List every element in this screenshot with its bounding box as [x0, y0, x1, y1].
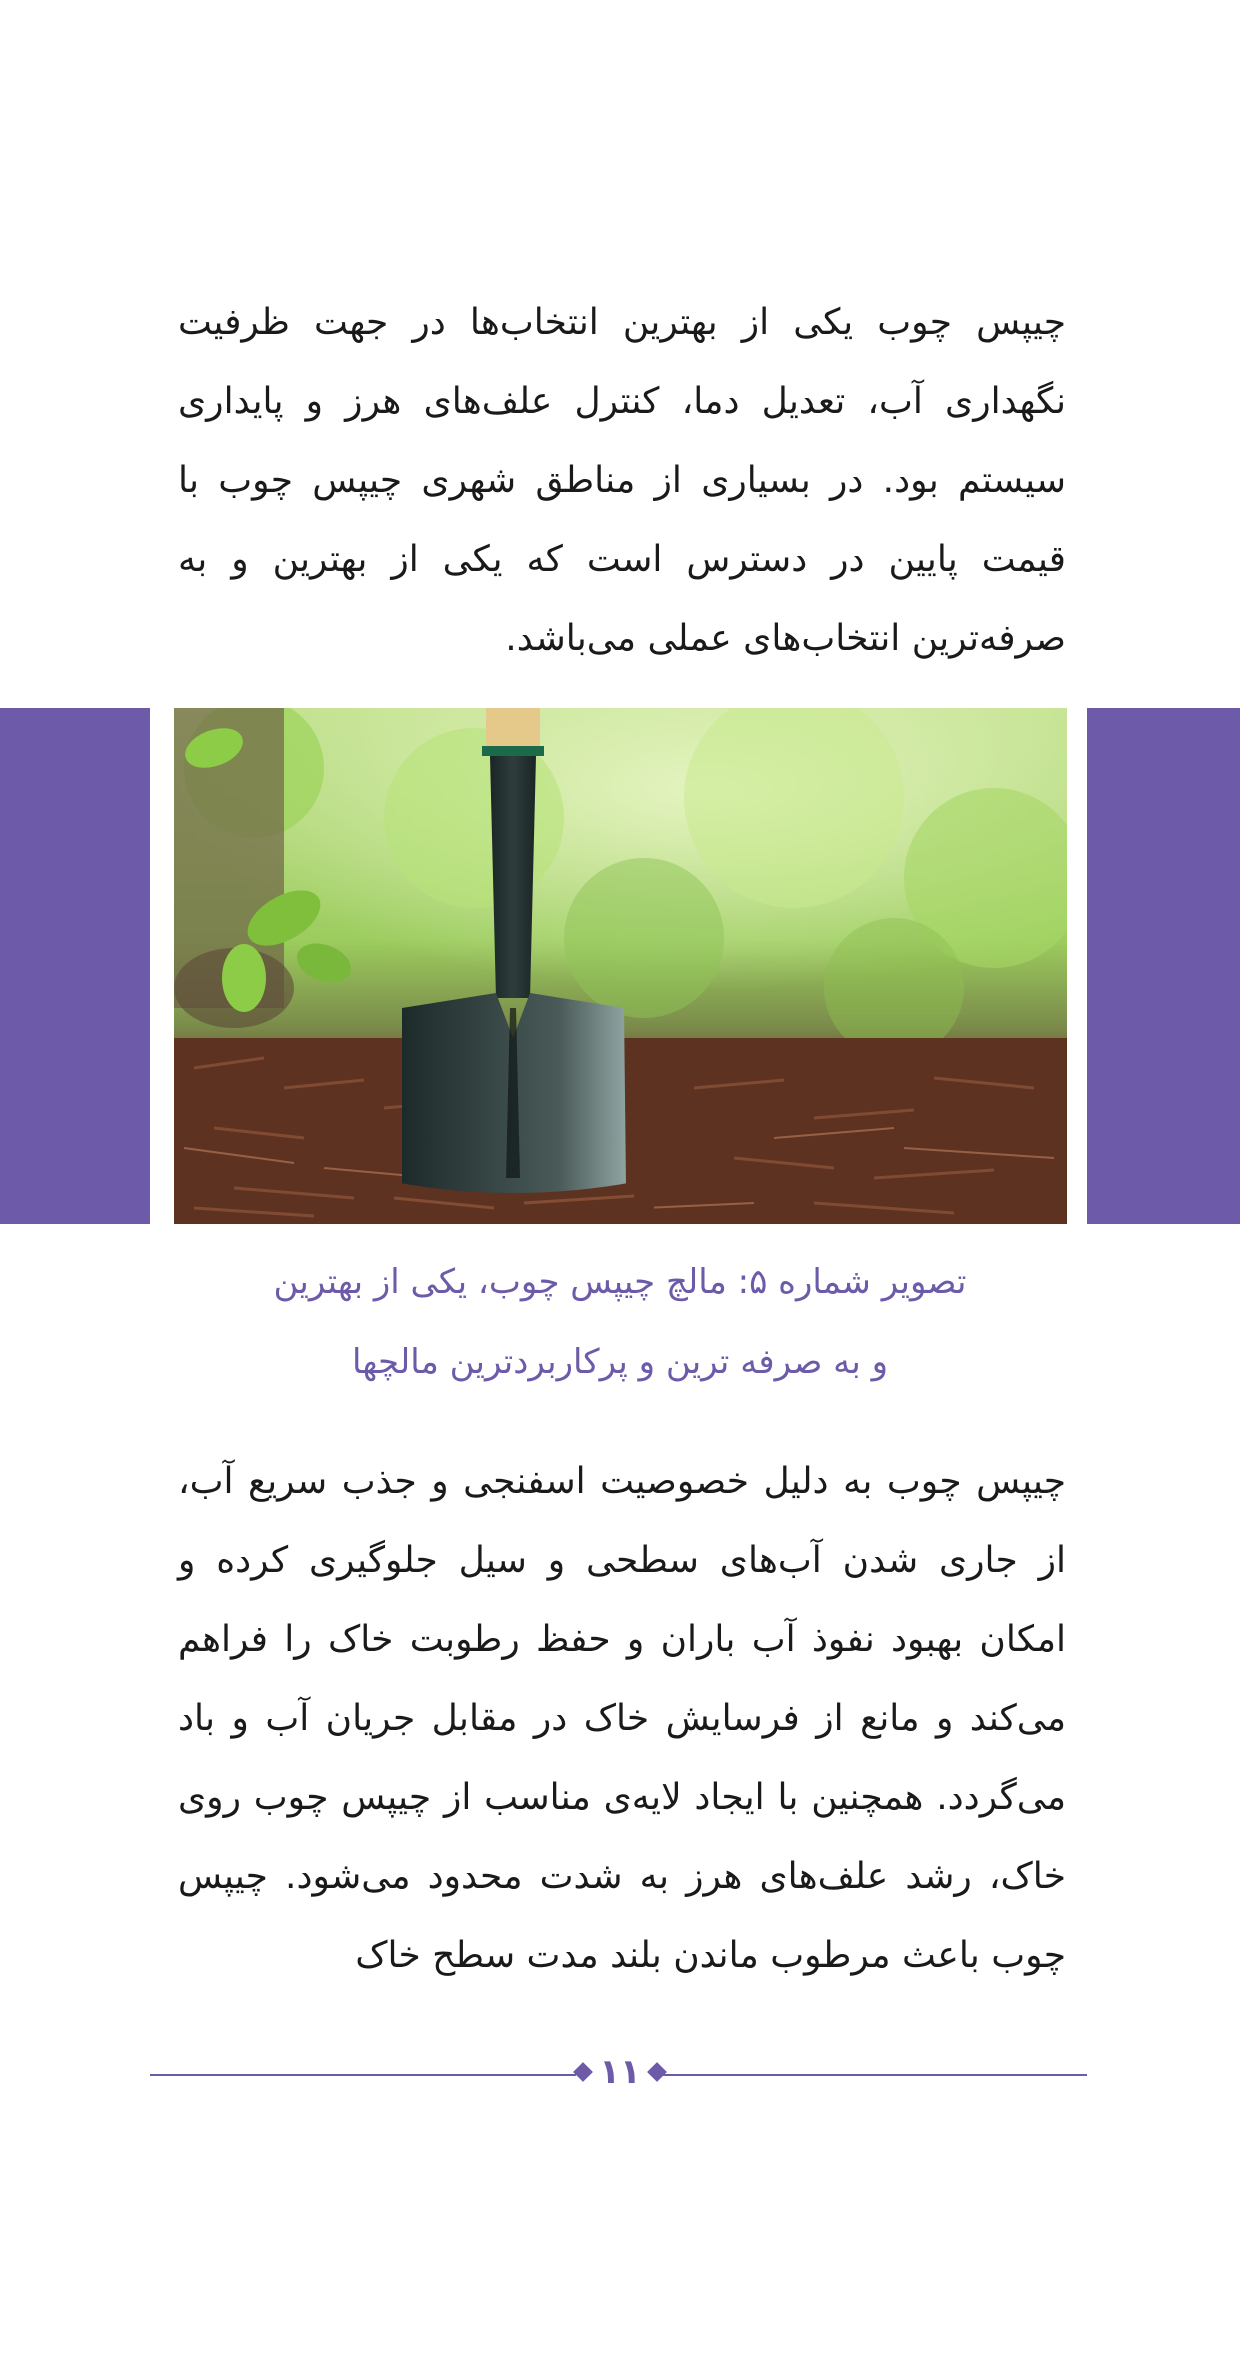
- footer-diamond-icon-left: [573, 2062, 593, 2082]
- decorative-bar-right: [1087, 708, 1240, 1224]
- caption-line-1: تصویر شماره ۵: مالچ چیپس چوب، یکی از بهترین: [273, 1262, 967, 1302]
- page-number: ۱۱: [599, 2052, 641, 2092]
- shovel-mulch-photo: [174, 708, 1067, 1224]
- footer-rule-left: [150, 2074, 576, 2076]
- paragraph-intro: چیپس چوب یکی از بهترین انتخاب‌ها در جهت ظرفیت نگهداری آب، تعدیل دما، کنترل علف‌های هرز و پایداری سیستم بود. در بسیاری از مناطق شهری چیپس چوب با قیمت پایین در دسترس است که یکی از بهترین و به صرفه‌ترین انتخاب‌های عملی می‌باشد.: [178, 302, 1066, 659]
- footer-rule-right: [663, 2074, 1087, 2076]
- figure-caption: [178, 1242, 1062, 1402]
- footer-diamond-icon-right: [647, 2062, 667, 2082]
- decorative-bar-left: [0, 708, 150, 1224]
- caption-line-2: و به صرفه ترین و پرکاربردترین مالچها: [351, 1342, 889, 1382]
- paragraph-body: چیپس چوب به دلیل خصوصیت اسفنجی و جذب سریع آب، از جاری شدن آب‌های سطحی و سیل جلوگیری کرده و امکان بهبود نفوذ آب باران و حفظ رطوبت خاک را فراهم می‌کند و مانع از فرسایش خاک در مقابل جریان آب و باد می‌گردد. همچنین با ایجاد لایه‌ی مناسب از چیپس چوب روی خاک، رشد علف‌های هرز به شدت محدود می‌شود. چیپس چوب باعث مرطوب ماندن بلند مدت سطح خاک: [178, 1461, 1066, 1976]
